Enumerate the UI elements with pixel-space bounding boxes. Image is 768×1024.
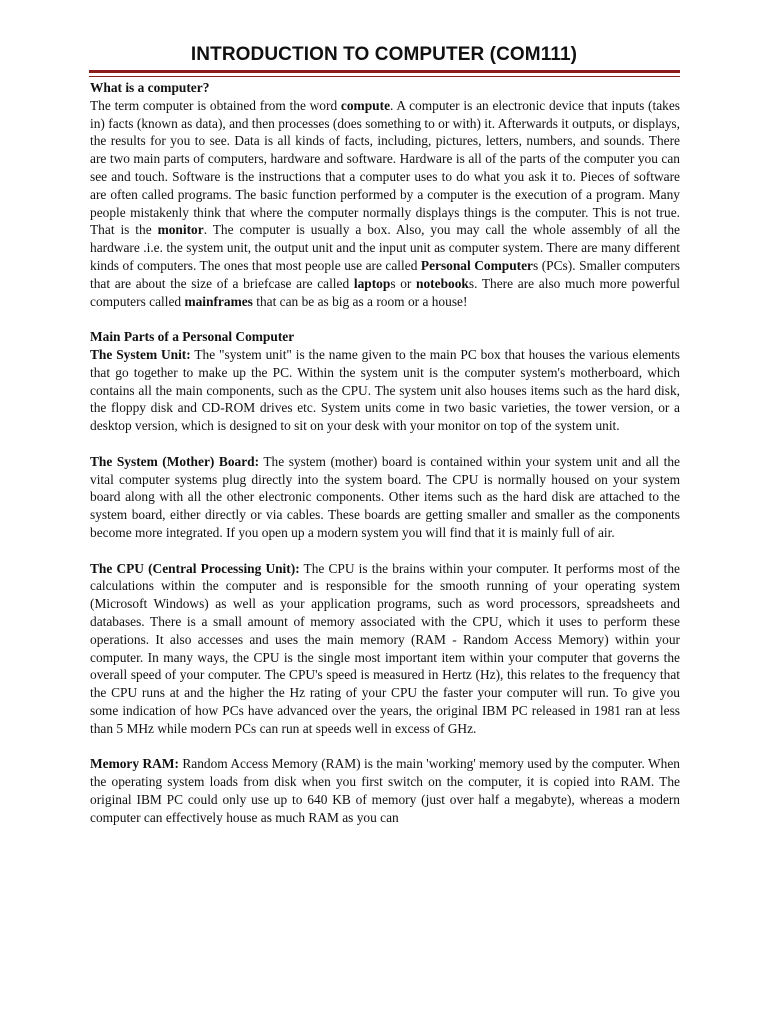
paragraph-system-board — [90, 453, 680, 542]
text-run: The CPU is the brains within your computer. It performs most of the calculations within the computer and is responsible for the smooth running of your operating system (Microsoft Windows) as well as your application programs, such as word processors, spreadsheets and databases. There is a small amount of memory associated with the CPU, which it uses to perform these operations. It also accesses and uses the main memory (RAM - Random Access Memory) within your computer. In many ways, the CPU is the single most important item within your computer that governs the overall speed of your computer. The CPU's speed is measured in Hertz (Hz), this relates to the frequency that the CPU runs at and the higher the Hz rating of your CPU the faster your computer will run. To give you some indication of how PCs have advanced over the years, the original IBM PC released in 1981 ran at less than 5 MHz while modern PCs can run at speeds well in excess of GHz. — [90, 560, 680, 736]
bold-term-laptop: laptop — [353, 275, 391, 291]
text-run: s or — [390, 275, 417, 291]
text-run: that can be as big as a room or a house! — [252, 293, 468, 309]
paragraph-what-is-computer — [90, 97, 680, 311]
bold-term-monitor: monitor — [157, 222, 204, 238]
text-run: . A computer is an electronic device that inputs (takes in) facts (known as data), and then processes (does something to or with) it. Afterwards it outputs, or displays, the results for you to see. Data is all kinds of facts, including, pictures, letters, numbers, and sounds. There are two main parts of computers, hardware and software. Hardware is all of the parts of the computer you can see and touch. Software is the instructions that a computer uses to do what you ask it to. Pieces of software are often called programs. The basic function performed by a computer is the execution of a program. Many people mistakenly think that where the computer normally displays things is the computer. This is not true. That is the — [90, 97, 681, 238]
term-label: The System Unit: — [90, 346, 191, 362]
text-run: Random Access Memory (RAM) is the main 'working' memory used by the computer. When the operating system loads from disk when you first switch on the computer, it is copied into RAM. The original IBM PC could only use up to 640 KB of memory (just over half a megabyte), whereas a modern computer can effectively house as much RAM as you can — [90, 756, 680, 825]
text-run: The "system unit" is the name given to the main PC box that houses the various elements that go together to make up the PC. Within the system unit is the computer system's motherboard, which contains all the main components, such as the CPU. The system unit also houses items such as the hard disk, the floppy disk and CD-ROM drives etc. System units come in two basic varieties, the tower version, or a desktop version, which is designed to sit on your desk with your monitor on top of the system unit. — [90, 346, 680, 434]
text-run: . The computer is usually a box. Also, you may call the whole assembly of all the hardware .i.e. the system unit, the output unit and the input unit as computer system. There are many different kinds of computers. The ones that most people use are called — [90, 222, 681, 273]
paragraph-system-unit — [90, 346, 680, 435]
heading-text: Main Parts of a Personal Computer — [90, 329, 295, 345]
text-run: s. There are also much more powerful computers called — [90, 275, 680, 309]
bold-term-mainframes: mainframes — [184, 293, 253, 309]
text-run: The system (mother) board is contained within your system unit and all the vital computer systems plug directly into the system board. The CPU is normally housed on your system board along with all the other electronic components. Other items such as the hard disk are attached to the system board, either directly or via cables. These boards are getting smaller and smaller as the components become more integrated. If you open up a modern system you will find that it is mainly full of air. — [90, 453, 680, 540]
term-label: The CPU (Central Processing Unit): — [90, 560, 300, 576]
title-underline-thin — [89, 76, 680, 77]
term-label: The System (Mother) Board: — [90, 453, 260, 469]
document-body — [90, 79, 680, 826]
bold-term-compute: compute — [340, 97, 391, 113]
heading-text: What is a computer? — [90, 80, 210, 95]
term-label: Memory RAM: — [90, 756, 179, 772]
paragraph-cpu — [90, 560, 680, 738]
section-heading-main-parts — [90, 328, 680, 346]
paragraph-memory-ram — [90, 755, 680, 826]
bold-term-notebook: notebook — [416, 275, 469, 291]
text-run: The term computer is obtained from the word — [90, 97, 341, 113]
section-heading-what-is-computer — [90, 79, 680, 97]
text-run: s (PCs). Smaller computers that are about the size of a briefcase are called — [90, 257, 680, 291]
bold-term-personal-computer: Personal Computer — [420, 257, 533, 273]
page-title: INTRODUCTION TO COMPUTER (COM111) — [190, 44, 578, 65]
title-underline-thick — [89, 70, 680, 73]
